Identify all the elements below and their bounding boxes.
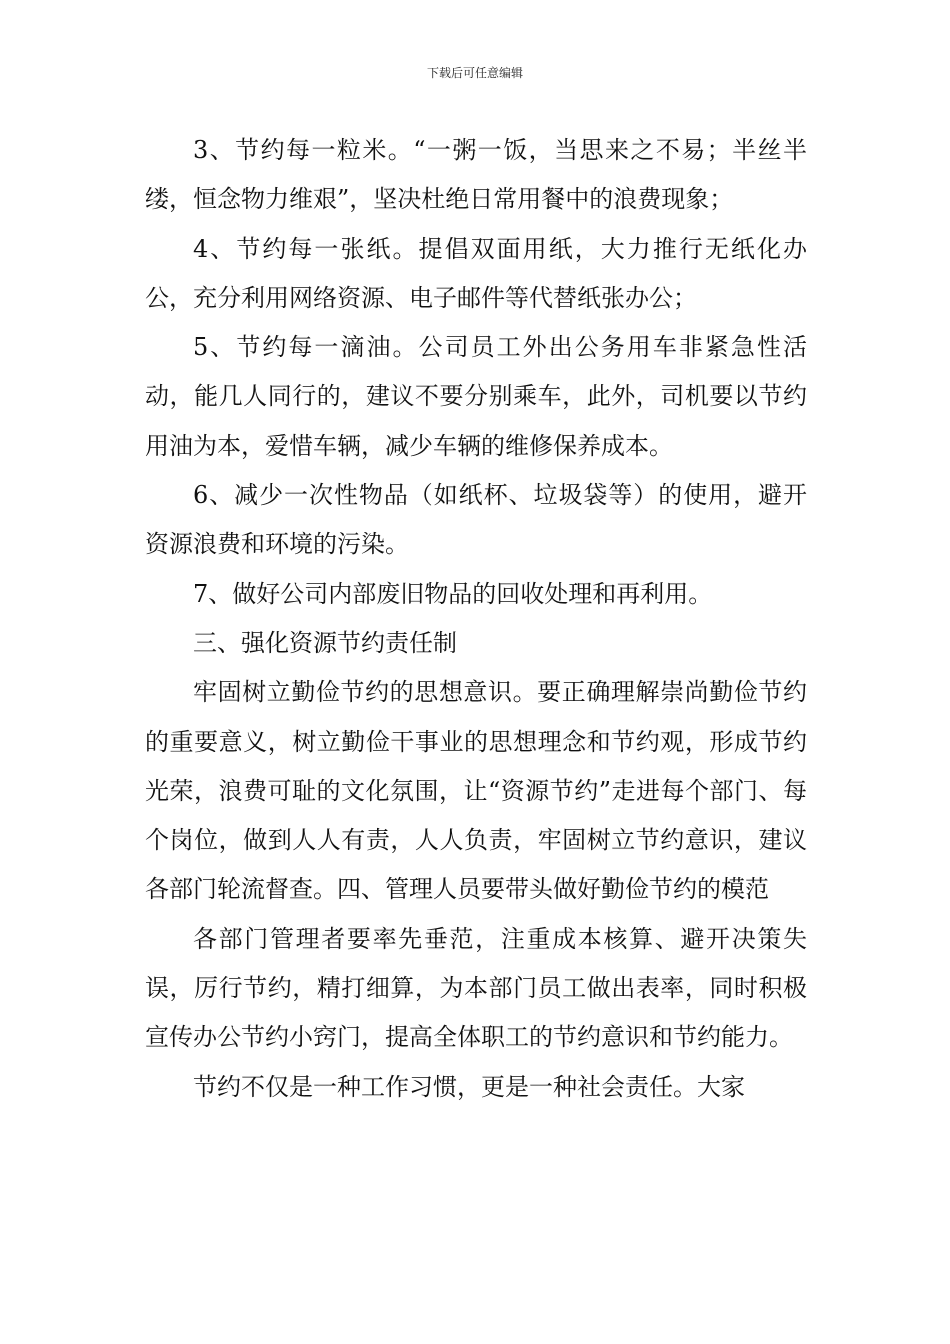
section-heading-responsibility: 三、强化资源节约责任制 [193, 628, 457, 657]
paragraph-closing: 节约不仅是一种工作习惯，更是一种社会责任。大家 [193, 1072, 745, 1101]
paragraph-awareness: 牢固树立勤俭节约的思想意识。要正确理解崇尚勤俭节约的重要意义，树立勤俭干事业的思想理念和节约观，形成节约光荣，浪费可耻的文化氛围，让“资源节约”走进每个部门、每个岗位，做到人人有责，人人负责，牢固树立节约意识，建议各部门轮流督查。四、管理人员要带头做好勤俭节约的模范 [145, 678, 807, 904]
paragraph-save-rice: 3、节约每一粒米。“一粥一饭，当思来之不易；半丝半缕，恒念物力维艰”，坚决杜绝日常用餐中的浪费现象； [145, 136, 807, 214]
paragraph-save-oil: 5、节约每一滴油。公司员工外出公务用车非紧急性活动，能几人同行的，建议不要分别乘车，此外，司机要以节约用油为本，爱惜车辆，减少车辆的维修保养成本。 [145, 333, 807, 460]
paragraph-recycling: 7、做好公司内部废旧物品的回收处理和再利用。 [193, 579, 713, 608]
paragraph-save-paper: 4、节约每一张纸。提倡双面用纸，大力推行无纸化办公，充分利用网络资源、电子邮件等代替纸张办公； [145, 234, 807, 312]
paragraph-disposables: 6、减少一次性物品（如纸杯、垃圾袋等）的使用，避开资源浪费和环境的污染。 [145, 481, 807, 559]
page-header: 下载后可任意编辑 [426, 66, 523, 80]
paragraph-managers: 各部门管理者要率先垂范，注重成本核算、避开决策失误，厉行节约，精打细算，为本部门员工做出表率，同时积极宣传办公节约小窍门，提高全体职工的节约意识和节约能力。 [145, 924, 807, 1052]
document-body [145, 126, 807, 1112]
